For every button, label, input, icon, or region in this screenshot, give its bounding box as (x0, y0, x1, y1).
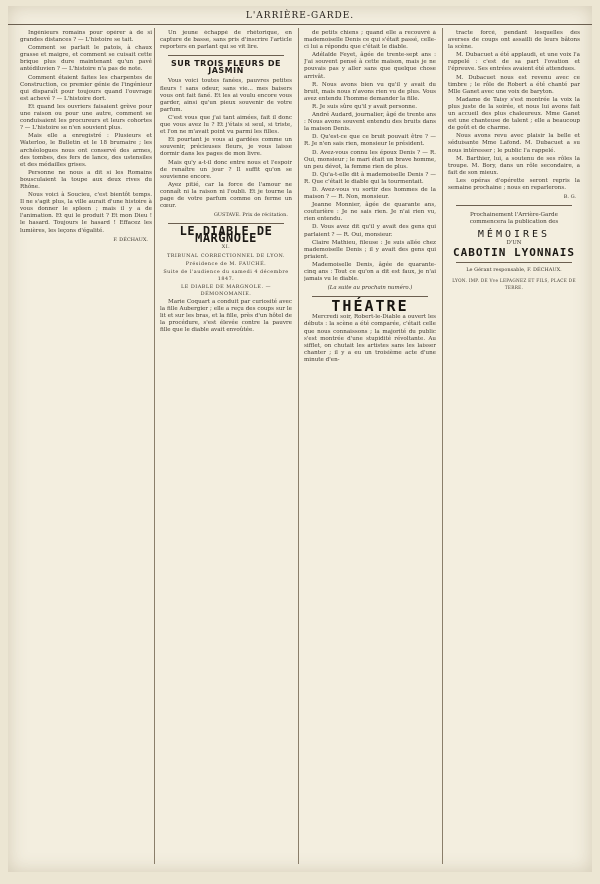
column-rule (442, 28, 443, 864)
court-presidency: Présidence de M. FAUCHÉ. (185, 260, 267, 267)
article-paragraph: M. Barthier, lui, a soutenu de ses rôles la troupe. M. Bory, dans un rôle secondaire, a fait de son mieux. (448, 155, 580, 176)
theatre-title: THÉATRE (331, 297, 409, 316)
court-name: TRIBUNAL CORRECTIONNEL DE LYON. (166, 252, 285, 259)
article-paragraph: Adélaïde Feyet, âgée de trente-sept ans : J'ai souvent pensé à cette maison, mais je ne pouvais pas y aller sans que quelque chose arrivât. (304, 52, 436, 80)
article-paragraph: M. Dubacuet a été applaudi, et une voix l'a rappelé : c'est de sa part l'ovation et l'épreuve. Ses entrées avaient été attendues. (448, 52, 580, 73)
article-paragraph: R. Nous avons bien vu qu'il y avait du bruit, mais nous n'avons rien vu de plus. Vous avez entendu l'homme demander la fille. (304, 81, 436, 102)
audience-date: Suite de l'audience du samedi 4 décembre 1847. (163, 268, 289, 282)
article-paragraph: Vous voici toutes fanées, pauvres petites fleurs ! sans odeur, sans vie... mes baisers vous ont fait fané. Et les ai voulu encore vous garder, ainsi qu'un pieux souvenir de votre parfum. (160, 78, 292, 113)
article-paragraph: D. Qu'est-ce que ce bruit pouvait être ? — R. Je n'en sais rien, monsieur le président. (304, 134, 436, 148)
poem-title: SUR TROIS FLEURS DE JASMIN (171, 59, 281, 76)
article-paragraph: Comment étaient faites les charpentes de Construction, ce premier génie de l'ingénieur qui disparaît pour toujours quand l'ouvrage est achevé ? — L'histoire dort. (20, 74, 152, 102)
section-number: XI. (221, 244, 231, 251)
article-signature: F. DÉCHAUX. (113, 236, 148, 243)
column-rule (154, 28, 155, 864)
section-divider (456, 205, 572, 206)
announcement-title-main: CABOTIN LYONNAIS (453, 246, 575, 260)
column-1 (20, 30, 152, 864)
article-paragraph: André Audard, journalier, âgé de trente ans : Nous avons souvent entendu des bruits dans la maison Denis. (304, 112, 436, 133)
article-paragraph: Mais elle a enregistré : Plusieurs et Waterloo, le Bulletin et le 18 brumaire ; les archéologues nous ont conservé des armes, des tombes, des fers de lance, des ustensiles et des médailles grises. (20, 133, 152, 168)
column-rule (298, 28, 299, 864)
newspaper-page (8, 6, 592, 872)
article-paragraph: Nous avons revu avec plaisir la belle et séduisante Mme Lafond. M. Dubacuet a su nous intéresser ; le public l'a rappelé. (448, 133, 580, 154)
article-paragraph: Nous voici à Soucieu, c'est bientôt temps. Il ne s'agit plus, la ville aurait d'une histoire à vous donner le spleen ; mais il y a de l'animation. Et qui le produit ? Et mon Dieu ! le hasard. Toujours le hasard ! Effacez les lumières, les leçons d'égalité. (20, 192, 152, 234)
article-paragraph: D. Avez-vous connu les époux Denis ? — R. Oui, monsieur ; le mari était un brave homme, un peu dévot, la femme rien de plus. (304, 149, 436, 170)
section-divider (456, 262, 572, 263)
article-paragraph: Comment se parlait le patois, à chaux grasse et maigre, et comment se cuisait cette brique plus dure maintenant qu'un pavé antédiluvien ? — L'histoire n'a pas de note. (20, 45, 152, 73)
announcement-title: MÉMOIRES (477, 229, 551, 241)
announcement-lead: Prochainement l'Arrière-Garde commencera la publication des (469, 212, 559, 226)
column-4 (448, 30, 580, 864)
gerant-line: Le Gérant responsable, F. DÉCHAUX. (466, 267, 562, 274)
article-paragraph: R. Je suis sûre qu'il y avait personne. (312, 103, 418, 110)
article-paragraph: C'est vous que j'ai tant aimées, fait il donc que vous avez lu ? Et j'étais si seul, si triste, et l'on ne m'avait point vu parmi les filles. (160, 114, 292, 136)
announcement-subtitle: D'UN (506, 240, 522, 247)
case-heading: LE DIABLE DE MARGNOLE. — DÉMONOMANIE. (180, 283, 271, 297)
article-paragraph: Jeanne Monnier, âgée de quarante ans, couturière : Je ne sais rien. Je n'ai rien vu, rien entendu. (304, 202, 436, 223)
article-paragraph: Claire Mathieu, fileuse : Je suis allée chez mademoiselle Denis ; il y avait des gens qui priaient. (304, 239, 436, 260)
article-paragraph: Madame de Taisy s'est montrée la voix la plus juste de la soirée, et nous lui avons fait un accueil des plus chaleureux. Mme Ganet est une chanteuse de talent ; elle a beaucoup de goût et de charme. (448, 96, 580, 132)
section-divider (168, 55, 284, 56)
article-paragraph: D. Vous avez dit qu'il y avait des gens qui parlaient ? — R. Oui, monsieur. (304, 224, 436, 238)
article-signature: B. G. (563, 194, 576, 201)
article-paragraph: Mercredi soir, Robert-le-Diable a ouvert les débuts : la scène a été comparée, c'était celle que nous connaissons ; la majorité du public s'est montrée d'une stupidité révoltante. Au sifflet, on chutait les artistes sans les laisser chanter ; il y a eu un troisième acte d'une minute d'en- (304, 314, 436, 363)
printer-imprint: LYON. IMP. DE Vve LEPAGNEZ ET FILS, PLACE DE TERRE. (452, 277, 576, 290)
article-paragraph: Personne ne nous a dit si les Romains bousculaient la toupe aux deux rives du Rhône. (20, 169, 152, 190)
announcement (448, 212, 580, 260)
article-paragraph: Mais qu'y a-t-il donc entre nous et l'espoir de renaître un jour ? Il suffit qu'on se souvienne encore. (160, 159, 292, 180)
article-paragraph: de petits chiens ; quand elle a recouvré à mademoiselle Denis ce qui s'était passé, celle-ci lui a répondu que c'était le diable. (304, 30, 436, 51)
section-title: LE DIABLE DE MARGNOLE (179, 224, 273, 246)
article-paragraph: M. Dubacuet nous est revenu avec ce timbre ; le rôle de Robert a été chanté par Mlle Ganet avec une voix de baryton. (448, 74, 580, 95)
continuation-note: (La suite au prochain numéro.) (327, 285, 413, 292)
column-2 (160, 30, 292, 864)
article-paragraph: Ingénieurs romains pour opérer à de si grandes distances ? — L'histoire se tait. (20, 30, 152, 44)
article-paragraph: Ayez pitié, car la force de l'amour ne connaît ni la raison ni l'oubli. Et je tourne la page de votre parfum comme on ferme un cœur. (160, 181, 292, 210)
page-header (8, 10, 592, 25)
poem-signature: GUSTAVE. Prix de récitation. (213, 212, 288, 219)
article-paragraph: Les opéras d'opérette seront repris la semaine prochaine ; nous en reparlerons. (448, 177, 580, 191)
column-3 (304, 30, 436, 864)
article-paragraph: D. Avez-vous vu sortir des hommes de la maison ? — R. Non, monsieur. (304, 186, 436, 201)
article-paragraph: Et quand les ouvriers faisaient grève pour une raison ou pour une autre, comment se conduisaient les procureurs et leurs cohortes ? — L'histoire se n'en souvient plus. (20, 103, 152, 132)
header-title: L'ARRIÈRE-GARDE. (245, 11, 355, 21)
article-paragraph: Mademoiselle Denis, âgée de quarante-cinq ans : Tout ce qu'on a dit est faux, je n'ai jamais vu le diable. (304, 261, 436, 283)
article-paragraph: Marie Coquart a conduit par curiosité avec la fille Aubergier ; elle a reçu des coups sur le lit et sur les bras, et la fille, près d'un hôtel de la procédure, s'est élevée contre la pauvre fille que le diable avait envoûtée. (160, 299, 292, 334)
article-paragraph: Et pourtant je vous ai gardées comme un souvenir, précieuses fleurs, je vous laisse dormir dans les pages de mon livre. (160, 137, 292, 158)
article-paragraph: D. Qu'a-t-elle dit à mademoiselle Denis ? — R. Que c'était le diable qui la tourmentait. (304, 171, 436, 185)
article-paragraph: Un jeune échappé de rhétorique, en capture de basse, sans pris d'inscrire l'article reporters en parlant qui se vit lire. (160, 30, 292, 51)
article-paragraph: tracte forcé, pendant lesquelles des averses de coups ont assailli de leurs bâtons la scène. (448, 30, 580, 51)
